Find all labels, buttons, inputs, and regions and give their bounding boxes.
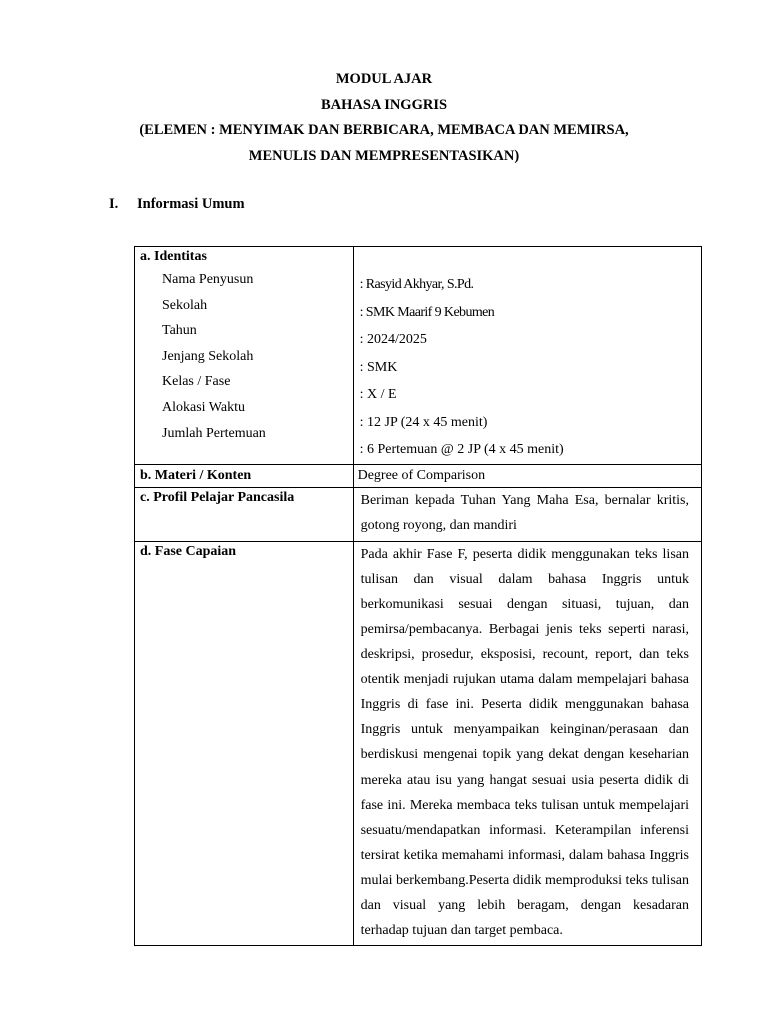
profil-left-cell xyxy=(135,487,354,541)
section-title: Informasi Umum xyxy=(137,196,245,212)
profil-right-cell xyxy=(353,487,701,541)
identitas-label: Jenjang Sekolah xyxy=(162,348,254,364)
identitas-label: Alokasi Waktu xyxy=(162,399,245,415)
info-table xyxy=(134,246,702,946)
identitas-label: Tahun xyxy=(162,323,197,339)
identitas-labels xyxy=(135,267,353,446)
identitas-label: Nama Penyusun xyxy=(162,272,254,287)
profil-value: Beriman kepada Tuhan Yang Maha Esa, bernalar kritis, gotong royong, dan mandiri xyxy=(360,492,689,533)
fase-left-cell xyxy=(135,541,354,946)
title-line-1: MODUL AJAR xyxy=(335,71,433,87)
identitas-value: : 2024/2025 xyxy=(359,332,427,347)
identitas-right-cell xyxy=(353,247,701,465)
table-row-materi xyxy=(135,464,702,487)
section-number: I. xyxy=(109,196,119,212)
materi-right-cell xyxy=(353,464,701,487)
materi-heading: b. Materi / Konten xyxy=(140,467,252,483)
identitas-value: : SMK xyxy=(359,359,398,375)
identitas-value: : SMK Maarif 9 Kebumen xyxy=(359,304,495,320)
materi-left-cell xyxy=(135,464,354,487)
table-row-profil xyxy=(135,487,702,541)
fase-right-cell xyxy=(353,541,701,946)
profil-heading: c. Profil Pelajar Pancasila xyxy=(140,489,295,505)
title-line-3: (ELEMEN : MENYIMAK DAN BERBICARA, MEMBACA DAN MEMIRSA, xyxy=(139,122,629,138)
title-line-2: BAHASA INGGRIS xyxy=(320,96,448,113)
table-row-fase xyxy=(135,541,702,946)
identitas-value: : 12 JP (24 x 45 menit) xyxy=(359,414,488,430)
identitas-label: Jumlah Pertemuan xyxy=(162,425,266,441)
table-row-identitas xyxy=(135,247,702,465)
identitas-heading: a. Identitas xyxy=(140,249,207,264)
title-line-4: MENULIS DAN MEMPRESENTASIKAN) xyxy=(248,147,520,164)
identitas-label: Kelas / Fase xyxy=(162,374,231,390)
identitas-left-cell xyxy=(135,247,354,465)
identitas-values xyxy=(354,247,701,464)
identitas-value: : X / E xyxy=(359,387,397,402)
section-heading xyxy=(109,196,245,213)
fase-value: Pada akhir Fase F, peserta didik menggunakan teks lisan tulisan dan visual dalam bahasa Inggris untuk berkomunikasi sesuai dengan situasi, tujuan, dan pemirsa/pembacanya. Berbagai jenis teks seperti narasi, deskripsi, prosedur, eksposisi, recount, report, dan teks otentik menjadi rujukan utama dalam mempelajari bahasa Inggris di fase ini. Peserta didik menggunakan bahasa Inggris untuk menyampaikan keinginan/perasaan dan berdiskusi mengenai topik yang dekat dengan keseharian mereka atau isu yang hangat sesuai usia peserta didik di fase ini. Mereka membaca teks tulisan untuk mempelajari sesuatu/mendapatkan informasi. Keterampilan inferensi tersirat ketika memahami informasi, dalam bahasa Inggris mulai berkembang.Peserta didik memproduksi teks tulisan dan visual yang lebih beragam, dengan kesadaran terhadap tujuan dan target pembaca. xyxy=(360,546,689,939)
materi-value: Degree of Comparison xyxy=(357,467,486,483)
fase-heading: d. Fase Capaian xyxy=(140,543,237,559)
identitas-label: Sekolah xyxy=(162,297,208,313)
identitas-value: : 6 Pertemuan @ 2 JP (4 x 45 menit) xyxy=(359,442,564,457)
document-title xyxy=(0,67,768,169)
identitas-value: : Rasyid Akhyar, S.Pd. xyxy=(359,277,474,292)
